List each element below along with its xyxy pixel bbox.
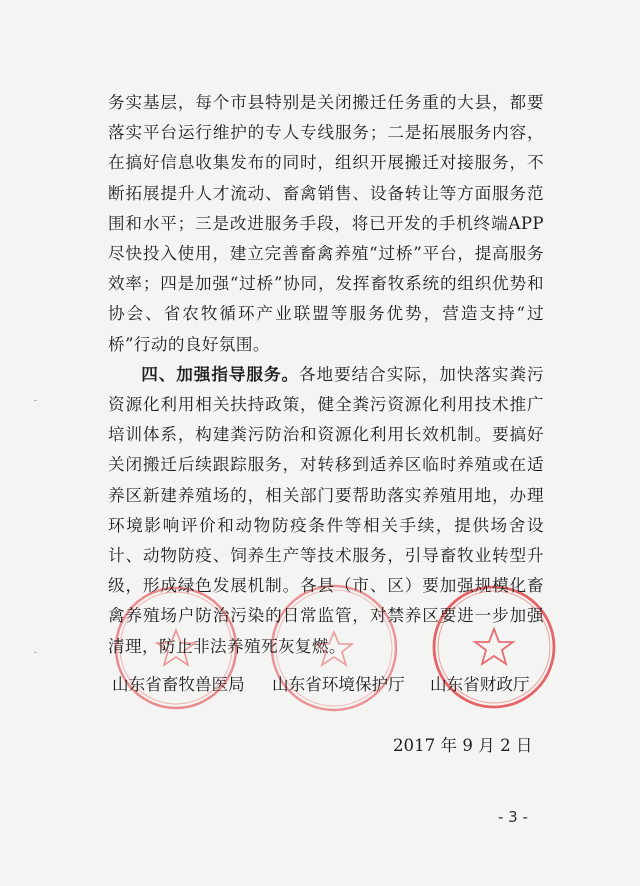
scan-mark: [34, 652, 37, 653]
section-heading-guidance: 四、加强指导服务。: [141, 364, 300, 384]
paragraph-guidance-service: [108, 360, 544, 662]
page-number: - 3 -: [498, 808, 528, 826]
scan-mark: [34, 400, 37, 401]
issue-date: 2017 年 9 月 2 日: [393, 736, 533, 755]
signatory-environmental-protection-department: 山东省环境保护厅: [272, 675, 405, 694]
signatory-animal-husbandry-bureau: 山东省畜牧兽医局: [112, 675, 245, 694]
signatory-row: [0, 671, 640, 711]
paragraph-service-platform: 务实基层，每个市县特别是关闭搬迁任务重的大县，都要落实平台运行维护的专人专线服务；二是拓展服务内容，在搞好信息收集发布的同时，组织开展搬迁对接服务，不断拓展提升人才流动、畜禽销售、设备转让等方面服务范围和水平；三是改进服务手段，将已开发的手机终端APP尽快投入使用，建立完善畜禽养殖“过桥”平台，提高服务效率；四是加强“过桥”协同，发挥畜牧系统的组织优势和协会、省农牧循环产业联盟等服务优势，营造支持“过桥”行动的良好氛围。: [108, 93, 544, 354]
body-text: [108, 88, 544, 662]
section-body-guidance: 各地要结合实际，加快落实粪污资源化利用相关扶持政策，健全粪污资源化利用技术推广培训体系，构建粪污防治和资源化利用长效机制。要搞好关闭搬迁后续跟踪服务，对转移到适养区临时养殖或在适养区新建养殖场的，相关部门要帮助落实养殖用地，办理环境影响评价和动物防疫条件等相关手续，提供场舍设计、动物防疫、饲养生产等技术服务，引导畜牧业转型升级，形成绿色发展机制。各县（市、区）要加强规模化畜禽养殖场户防治污染的日常监管，对禁养区要进一步加强清理，防止非法养殖死灰复燃。: [108, 364, 544, 656]
signatory-finance-department: 山东省财政厅: [430, 675, 530, 694]
